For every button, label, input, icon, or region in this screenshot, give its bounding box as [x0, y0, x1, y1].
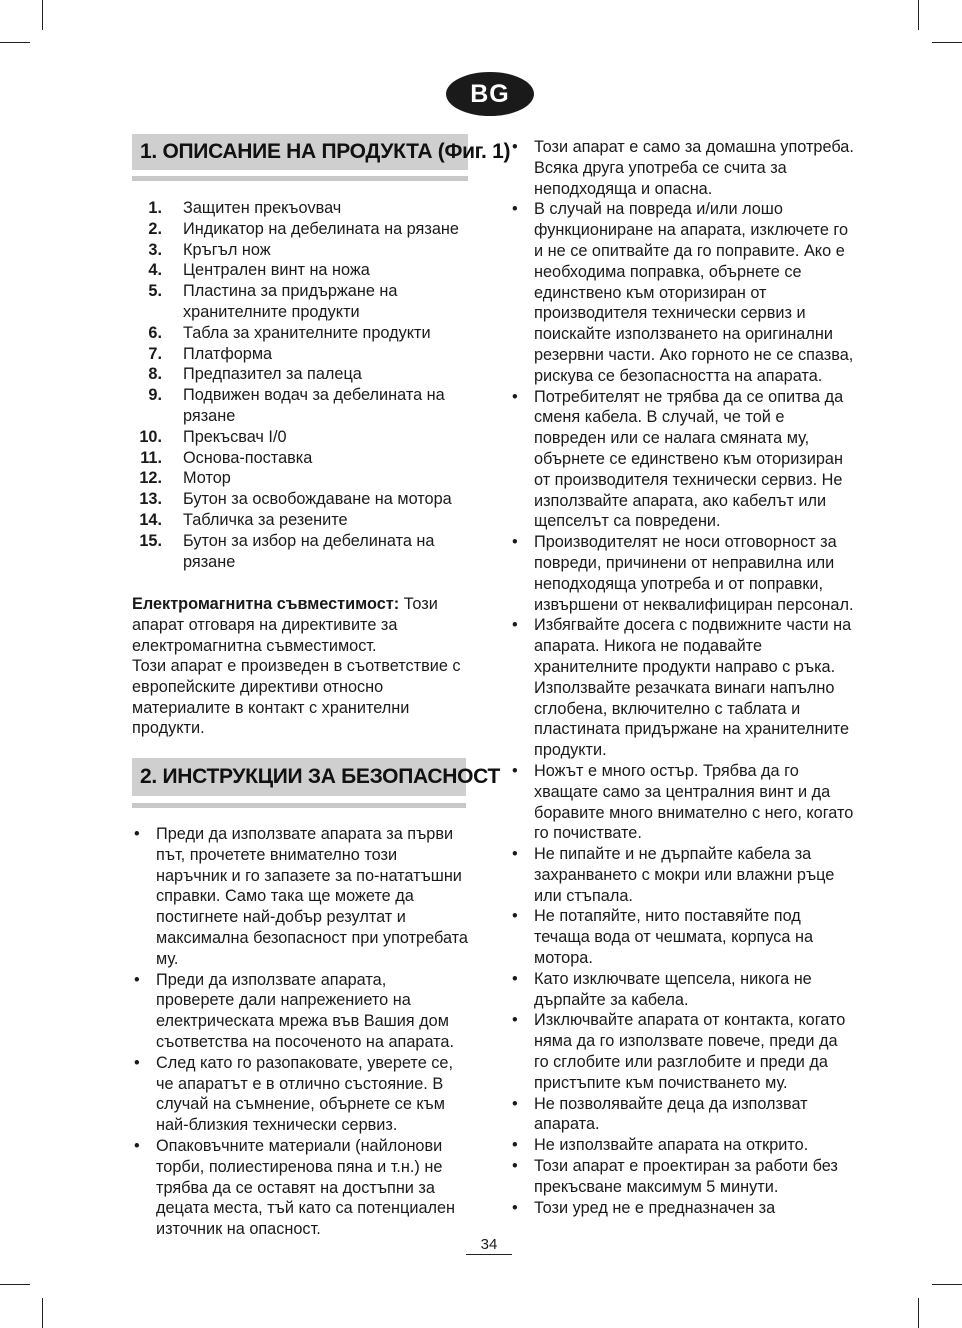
crop-mark [42, 0, 43, 30]
parts-list-item [132, 364, 468, 385]
safety-instruction: • Като изключвате щепсела, никога не дърпайте за кабела. [510, 969, 856, 1011]
crop-mark [932, 42, 962, 43]
safety-instruction: • Този апарат е само за домашна употреба. Всяка друга употреба се счита за неподходяща и опасна. [510, 137, 856, 199]
parts-list-number: 2. [148, 219, 162, 238]
parts-list-number: 10. [139, 427, 162, 446]
parts-list [132, 198, 468, 572]
parts-list-text: Подвижен водач за дебелината на рязане [183, 386, 445, 425]
parts-list-item [132, 281, 468, 323]
parts-list-item [132, 385, 468, 427]
section2-heading-rule [132, 803, 466, 808]
section1-heading: 1. ОПИСАНИЕ НА ПРОДУКТА (Фиг. 1) [132, 134, 468, 170]
parts-list-number: 9. [148, 386, 162, 405]
parts-list-text: Основа-поставка [183, 448, 313, 467]
parts-list-item [132, 219, 468, 240]
parts-list-item [132, 260, 468, 281]
parts-list-item [132, 323, 468, 344]
parts-list-number: 4. [148, 261, 162, 280]
safety-instruction: • Потребителят не трябва да се опитва да сменя кабела. В случай, че той е повреден или се налага смяната му, обърнете се единствено към оторизиран от производителя технически сервиз. Не използвайте апарата, ако кабелът или щепселът са повредени. [510, 387, 856, 533]
safety-instruction: • Опаковъчните материали (найлонови торби, полиестиренова пяна и т.н.) не трябва да се оставят на достъпни за децата места, тъй като са потенциален източник на опасност. [132, 1136, 468, 1240]
parts-list-text: Бутон за избор на дебелината на рязане [183, 531, 435, 571]
crop-mark [918, 0, 919, 30]
parts-list-text: Табличка за резените [183, 510, 348, 529]
safety-instruction: • Ножът е много остър. Трябва да го хващате само за централния винт и да боравите много внимателно с него, когато го почиствате. [510, 761, 856, 844]
crop-mark [42, 1298, 43, 1328]
parts-list-number: 15. [139, 531, 162, 550]
parts-list-text: Кръгъл нож [183, 240, 271, 259]
safety-instruction: • Не пипайте и не дърпайте кабела за захранването с мокри или влажни ръце или стъпала. [510, 844, 856, 906]
parts-list-text: Табла за хранителните продукти [183, 323, 431, 342]
parts-list-text: Индикатор на дебелината на рязане [183, 219, 459, 238]
emc-text: Този апарат отговаря на директивите за електромагнитна съвместимост. [132, 595, 438, 655]
safety-instruction: • Този апарат е проектиран за работи без прекъсване максимум 5 минути. [510, 1156, 856, 1198]
parts-list-text: Предпазител за палеца [183, 365, 362, 384]
parts-list-item [132, 489, 468, 510]
safety-instruction: • Избягвайте досега с подвижните части на апарата. Никога не подавайте хранителните продукти направо с ръка. Използвайте резачката винаги напълно сглобена, включително с таблата и пластината придържане на хранителните продукти. [510, 615, 856, 761]
section1-heading-rule [132, 176, 468, 181]
parts-list-number: 13. [139, 490, 162, 509]
crop-mark [0, 42, 30, 43]
parts-list-item [132, 240, 468, 261]
emc-paragraph [132, 594, 468, 656]
parts-list-number: 1. [148, 199, 162, 217]
parts-list-item [132, 531, 468, 573]
safety-instruction: • Не потапяйте, нито поставяйте под течаща вода от чешмата, корпуса на мотора. [510, 906, 856, 968]
parts-list-number: 8. [148, 365, 162, 384]
parts-list-text: Платформа [183, 344, 273, 363]
parts-list-item [132, 427, 468, 448]
parts-list-text: Мотор [183, 469, 231, 488]
parts-list-text: Централен винт на ножа [183, 261, 370, 280]
safety-instruction: • В случай на повреда и/или лошо функциониране на апарата, изключете го и не се опитвайте да го поправите. Ако е необходима поправка, обърнете се единствено към оторизиран от производителя технически сервиз и поискайте използването на оригинални резервни части. Ако горното не се спазва, рискува се безопасността на апарата. [510, 199, 856, 386]
parts-list-number: 11. [140, 448, 162, 467]
safety-list-right [510, 137, 856, 1218]
parts-list-text: Прекъсвач I/0 [183, 427, 287, 446]
safety-instruction: • Производителят не носи отговорност за повреди, причинени от неправилна или неподходяща употреба и от поправки, извършени от неквалифициран персонал. [510, 532, 856, 615]
parts-list-item [132, 344, 468, 365]
page-number: 34 [480, 1236, 498, 1253]
safety-instruction: • Не използвайте апарата на открито. [510, 1135, 856, 1156]
parts-list-number: 7. [148, 344, 162, 363]
safety-list-left [132, 824, 468, 1240]
materials-paragraph: Този апарат е произведен в съответствие с европейските директиви относно материалите в контакт с хранителни продукти. [132, 657, 461, 738]
parts-list-item [132, 468, 468, 489]
parts-list-number: 12. [139, 469, 162, 488]
section2-heading: 2. ИНСТРУКЦИИ ЗА БЕЗОПАСНОСТ [132, 758, 466, 796]
parts-list-item [132, 448, 468, 469]
safety-instruction: • Този уред не е предназначен за [510, 1198, 856, 1219]
crop-mark [918, 1298, 919, 1328]
safety-instruction: • Преди да използвате апарата, проверете дали напрежението на електрическата мрежа във Вашия дом съответства на посоченото на апарата. [132, 970, 468, 1053]
parts-list-number: 14. [139, 510, 162, 529]
language-badge: BG [446, 72, 534, 116]
parts-list-text: Бутон за освобождаване на мотора [183, 490, 452, 509]
safety-instruction: • Не позволявайте деца да използват апарата. [510, 1094, 856, 1136]
crop-mark [0, 1284, 30, 1285]
parts-list-item [132, 198, 468, 219]
parts-list-item [132, 510, 468, 531]
parts-list-number: 6. [148, 323, 162, 342]
parts-list-number: 5. [148, 282, 162, 301]
safety-instruction: • Изключвайте апарата от контакта, когато няма да го използвате повече, преди да го сглобите или разглобите и преди да пристъпите към почистването му. [510, 1010, 856, 1093]
parts-list-number: 3. [148, 240, 162, 259]
parts-list-text: Пластина за придържане на хранителните продукти [183, 282, 398, 321]
emc-label: Електромагнитна съвместимост: [132, 595, 400, 613]
safety-instruction: • Преди да използвате апарата за първи път, прочетете внимателно този наръчник и го запазете за по-нататъшни справки. Само така ще можете да постигнете най-добър резултат и максимална безопасност при употребата му. [132, 824, 468, 970]
page-number-rule [466, 1254, 512, 1255]
parts-list-text: Защитен прекъоvвач [183, 199, 342, 217]
safety-instruction: • След като го разопаковате, уверете се, че апаратът е в отлично състояние. В случай на съмнение, обърнете се към най-близкия технически сервиз. [132, 1053, 468, 1136]
crop-mark [932, 1284, 962, 1285]
